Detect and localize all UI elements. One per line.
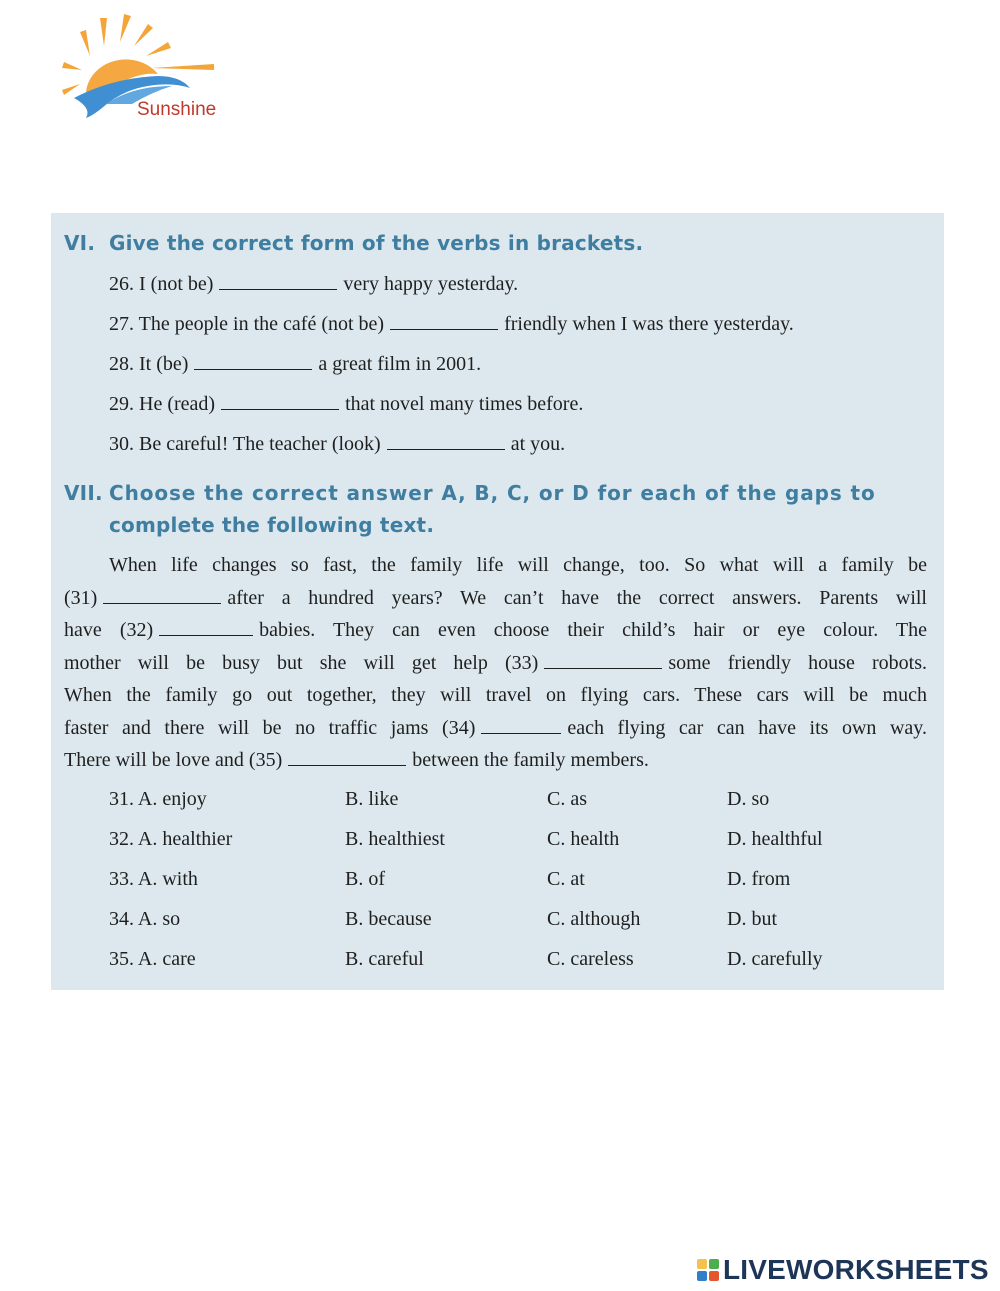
question-28-rest: a great film in 2001. (318, 353, 482, 375)
question-28-text: 28. It (be) (109, 353, 189, 375)
answer-blank-34[interactable] (481, 715, 561, 734)
option-35-c[interactable]: C. careless (547, 948, 634, 970)
option-34-b[interactable]: B. because (345, 908, 432, 930)
option-31-a[interactable]: 31. A. enjoy (109, 788, 207, 810)
option-33-a[interactable]: 33. A. with (109, 868, 198, 890)
option-35-b[interactable]: B. careful (345, 948, 424, 970)
option-32-a[interactable]: 32. A. healthier (109, 828, 233, 850)
question-26 (109, 271, 518, 296)
passage-text: babies. They can even choose their child’s hair or eye colour. The (259, 619, 927, 641)
option-31-b[interactable]: B. like (345, 788, 399, 810)
option-33-b[interactable]: B. of (345, 868, 385, 890)
question-27-text: 27. The people in the café (not be) (109, 313, 385, 335)
passage-text: (31) (64, 586, 98, 609)
question-26-text: 26. I (not be) (109, 273, 214, 295)
answer-blank-35[interactable] (288, 747, 406, 766)
option-32-d[interactable]: D. healthful (727, 828, 823, 850)
question-29-text: 29. He (read) (109, 393, 216, 415)
answer-blank-31[interactable] (103, 585, 221, 604)
option-31-c[interactable]: C. as (547, 788, 587, 810)
passage-text: have (32) (64, 619, 154, 641)
passage-text: between the family members. (412, 749, 649, 771)
option-32-c[interactable]: C. health (547, 828, 620, 850)
passage-line-5: When the family go out together, they will travel on flying cars. These cars will be much (64, 684, 927, 706)
option-35-d[interactable]: D. carefully (727, 948, 823, 970)
passage-line-7 (64, 744, 927, 777)
answer-blank-32[interactable] (159, 617, 253, 636)
question-28 (109, 351, 481, 376)
question-30-rest: at you. (510, 433, 566, 455)
passage-line-4 (64, 647, 927, 680)
section-7-number: VII. (64, 481, 103, 505)
option-33-c[interactable]: C. at (547, 868, 585, 890)
answer-blank-29[interactable] (221, 391, 339, 410)
question-27-rest: friendly when I was there yesterday. (504, 313, 794, 335)
passage-text: each flying car can have its own way. (567, 716, 927, 739)
section-6-title: Give the correct form of the verbs in brackets. (109, 231, 644, 255)
logo-text: Sunshine (137, 99, 217, 120)
liveworksheets-mark-icon (697, 1259, 719, 1281)
passage-text: after a hundred years? We can’t have the correct answers. Parents will (227, 586, 927, 609)
exercise-panel (51, 213, 944, 990)
answer-blank-28[interactable] (194, 351, 312, 370)
passage-text: some friendly house robots. (668, 651, 927, 674)
passage-text: There will be love and (35) (64, 749, 283, 771)
option-34-a[interactable]: 34. A. so (109, 908, 181, 930)
passage-line-2 (64, 582, 927, 615)
option-31-d[interactable]: D. so (727, 788, 770, 810)
option-34-c[interactable]: C. although (547, 908, 641, 930)
option-33-d[interactable]: D. from (727, 868, 791, 890)
option-34-d[interactable]: D. but (727, 908, 777, 930)
section-6-number: VI. (64, 231, 96, 255)
section-7-title-line2: complete the following text. (109, 513, 435, 537)
liveworksheets-text: LIVEWORKSHEETS (723, 1254, 989, 1285)
passage-line-3 (64, 614, 927, 647)
question-27 (109, 311, 794, 336)
answer-blank-26[interactable] (219, 271, 337, 290)
question-26-rest: very happy yesterday. (343, 273, 519, 295)
option-32-b[interactable]: B. healthiest (345, 828, 445, 850)
answer-blank-33[interactable] (544, 650, 662, 669)
passage-text: mother will be busy but she will get help (33) (64, 651, 539, 674)
answer-blank-30[interactable] (387, 431, 505, 450)
passage-line-6 (64, 712, 927, 745)
question-29 (109, 391, 583, 416)
question-29-rest: that novel many times before. (345, 393, 584, 415)
answer-blank-27[interactable] (390, 311, 498, 330)
option-35-a[interactable]: 35. A. care (109, 948, 196, 970)
section-7-title-line1: Choose the correct answer A, B, C, or D for each of the gaps to (109, 481, 876, 505)
question-30-text: 30. Be careful! The teacher (look) (109, 433, 381, 455)
question-30 (109, 431, 565, 456)
passage-line-1: When life changes so fast, the family life will change, too. So what will a family be (109, 554, 927, 576)
passage (64, 549, 927, 777)
passage-text: faster and there will be no traffic jams (34) (64, 716, 476, 739)
